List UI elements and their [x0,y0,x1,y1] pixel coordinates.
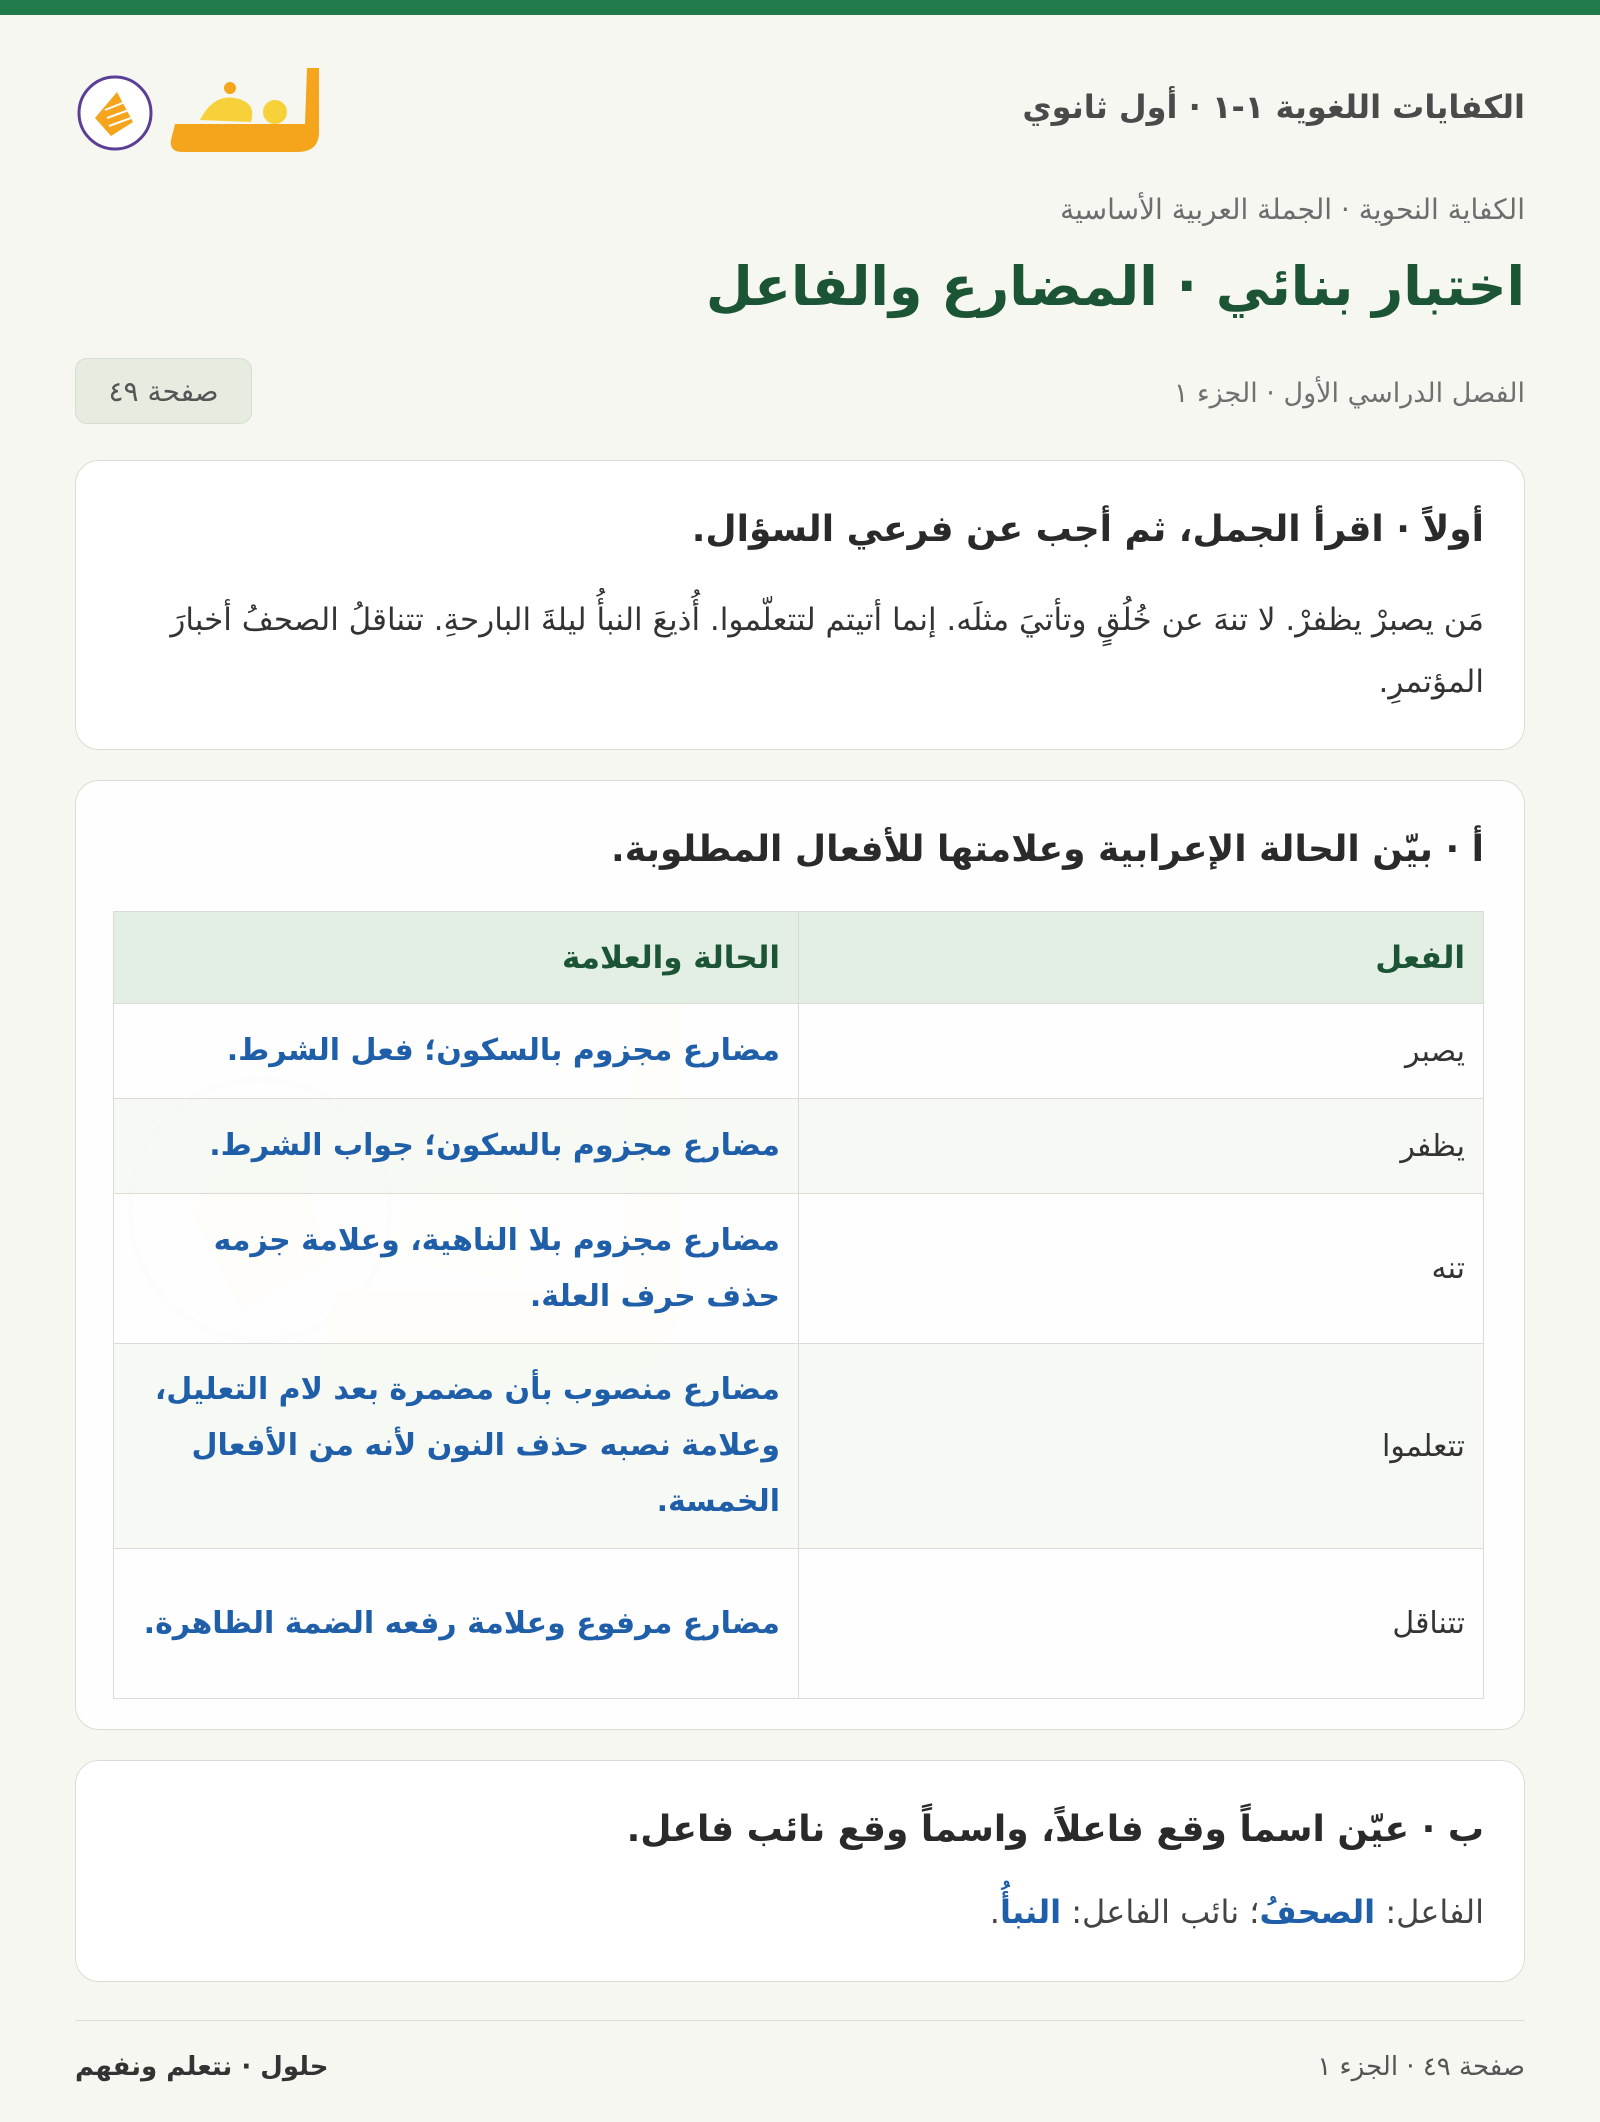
state-cell: مضارع مجزوم بالسكون؛ فعل الشرط. [114,1004,799,1099]
top-accent-bar [0,0,1600,15]
table-row [114,1549,1484,1699]
state-cell: مضارع مجزوم بلا الناهية، وعلامة جزمه حذف حرف العلة. [114,1194,799,1344]
verb-cell: يظفر [799,1099,1484,1194]
hulul-logo[interactable] [75,60,345,170]
term-label: الفصل الدراسي الأول · الجزء ١ [1173,378,1525,409]
reading-card [75,460,1525,750]
page-number-chip: صفحة ٤٩ [75,358,252,424]
page-header [75,60,1525,170]
column-header-state: الحالة والعلامة [114,912,799,1004]
question-b-heading: ب · عيّن اسماً وقع فاعلاً، واسماً وقع نائب فاعل. [626,1809,1484,1850]
breadcrumb: الكفاية النحوية · الجملة العربية الأساسية [1060,193,1525,226]
table-row [114,1344,1484,1549]
verb-cell: يصبر [799,1004,1484,1099]
question-b-card [75,1760,1525,1982]
footer-page-info: صفحة ٤٩ · الجزء ١ [1317,2052,1525,2082]
state-cell: مضارع مجزوم بالسكون؛ جواب الشرط. [114,1099,799,1194]
question-a-card [75,780,1525,1730]
reading-heading: أولاً · اقرأ الجمل، ثم أجب عن فرعي السؤال. [691,509,1484,550]
state-cell: مضارع منصوب بأن مضمرة بعد لام التعليل، وعلامة نصبه حذف النون لأنه من الأفعال الخمسة. [114,1344,799,1549]
verb-cell: تنه [799,1194,1484,1344]
subject-label: الفاعل: [1385,1893,1484,1931]
question-a-heading: أ · بيّن الحالة الإعرابية وعلامتها للأفعال المطلوبة. [611,829,1484,870]
column-header-verb: الفعل [799,912,1484,1004]
reading-passage: مَن يصبرْ يظفرْ. لا تنهَ عن خُلُقٍ وتأتيَ مثلَه. إنما أتيتم لتتعلّموا. أُذيعَ النبأُ ليلةَ البارحةِ. تتناقلُ الصحفُ أخبارَ المؤتمرِ. [170,602,1484,700]
passive-subject-label: نائب الفاعل: [1071,1893,1240,1931]
answer-end: . [989,1893,1000,1931]
series-title: الكفايات اللغوية ١-١ · أول ثانوي [1022,88,1525,126]
answer-line [990,1893,1484,1931]
table-row [114,1194,1484,1344]
verb-cell: تتعلموا [799,1344,1484,1549]
table-row [114,1099,1484,1194]
footer-brand: حلول · نتعلم ونفهم [75,2052,329,2082]
verb-cell: تتناقل [799,1549,1484,1699]
passive-subject-answer: النبأُ [999,1893,1062,1931]
table-row [114,1004,1484,1099]
table-header-row [114,912,1484,1004]
parsing-table [113,911,1484,1699]
answer-separator: ؛ [1249,1893,1260,1931]
footer-divider [75,2020,1525,2021]
page-title: اختبار بنائي · المضارع والفاعل [705,255,1525,318]
state-cell: مضارع مرفوع وعلامة رفعه الضمة الظاهرة. [114,1549,799,1699]
subject-answer: الصحفُ [1259,1893,1376,1931]
